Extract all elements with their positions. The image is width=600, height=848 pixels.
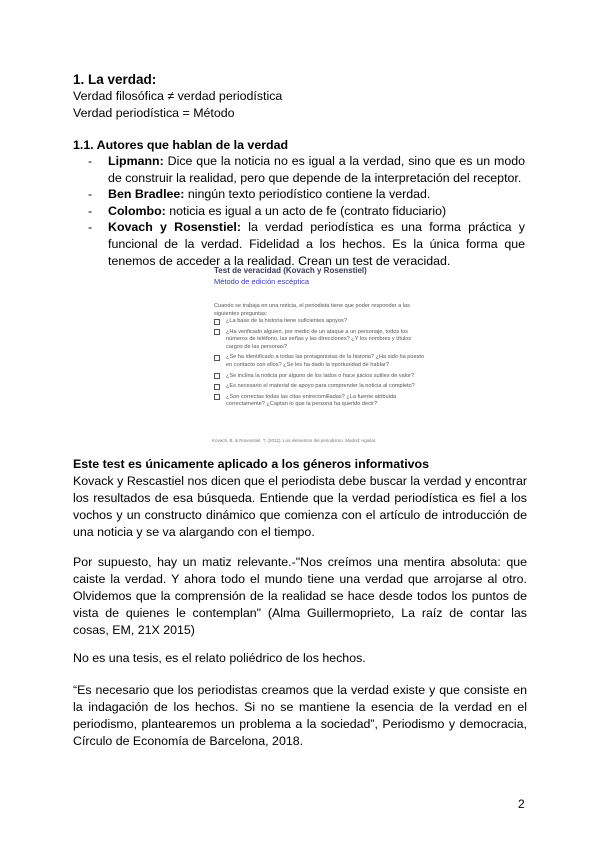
dash-bullet-icon: - bbox=[88, 154, 93, 168]
veracity-test-figure bbox=[210, 266, 430, 444]
checklist-item bbox=[214, 329, 428, 352]
figure-intro: Cuando se trabaja en una noticia, el periodista tiene que poder responder a las siguientes preguntas: bbox=[214, 303, 410, 317]
list-item bbox=[88, 186, 525, 203]
dash-bullet-icon: - bbox=[88, 203, 93, 218]
author-text: Dice que la noticia no es igual a la verdad, sino que es un modo de construir la realidad, pero que depende de la interpretación del receptor. bbox=[108, 154, 525, 185]
checkbox-icon bbox=[214, 394, 220, 400]
author-text: la verdad periodística es una forma práctica y funcional de la verdad. Fidelidad a los hechos. Es la única forma que tenemos de acceder a la realidad. Crean un test de veracidad. bbox=[108, 220, 525, 268]
dash-bullet-icon: - bbox=[88, 220, 93, 235]
paragraph: Por supuesto, hay un matiz relevante.-"Nos creímos una mentira absoluta: que caiste la verdad. Y ahora todo el mundo tiene una verdad que arrojarse al otro. Olvidemos que la comprensión de la realidad se hace desde todos los puntos de vista de quienes le contemplan" (Alma Guillermoprieto, La raíz de contar las cosas, EM, 21X 2015) bbox=[73, 555, 527, 637]
checkbox-icon bbox=[214, 319, 220, 325]
author-name: Kovach y Rosenstiel: bbox=[108, 220, 241, 235]
list-item bbox=[88, 203, 525, 220]
list-item bbox=[88, 153, 525, 186]
checklist-item bbox=[214, 383, 428, 391]
checklist-item bbox=[214, 318, 428, 326]
checklist-item-text: ¿Se ha identificado a todas las protagonistas de la historia? ¿Ha sido ha puesto en contacto con ellos? ¿Se les ha dado la oportunidad de hablar? bbox=[226, 354, 425, 368]
paragraph: No es una tesis, es el relato poliédrico de los hechos. bbox=[73, 651, 366, 665]
checkbox-icon bbox=[214, 373, 220, 379]
checkbox-icon bbox=[214, 384, 220, 390]
author-name: Ben Bradlee: bbox=[108, 187, 185, 202]
authors-list bbox=[88, 153, 525, 269]
checkbox-icon bbox=[214, 355, 220, 361]
paragraph: “Es necesario que los periodistas creamos que la verdad existe y que consiste en la indagación de los hechos. Si no se mantiene la esencia de la verdad en el periodismo, plantearemos un problema a la sociedad”, Periodismo y democracia, Círculo de Economía de Barcelona, 2018. bbox=[73, 683, 527, 748]
section-heading: 1. La verdad: bbox=[73, 72, 157, 87]
checklist-item bbox=[214, 373, 428, 381]
figure-checklist bbox=[214, 318, 428, 412]
truth-line-1: Verdad filosófica ≠ verdad periodística bbox=[73, 89, 283, 103]
list-item bbox=[88, 219, 525, 269]
dash-bullet-icon: - bbox=[88, 187, 93, 202]
checkbox-icon bbox=[214, 329, 220, 335]
figure-subtitle: Método de edición escéptica bbox=[214, 277, 310, 286]
checklist-item bbox=[214, 394, 428, 409]
subsection-heading: 1.1. Autores que hablan de la verdad bbox=[73, 138, 289, 152]
author-name: Lipmann: bbox=[108, 154, 164, 168]
checklist-item-text: ¿Es necesario el material de apoyo para comprender la noticia al completo? bbox=[226, 383, 415, 390]
checklist-item bbox=[214, 354, 428, 369]
checklist-item-text: ¿Se inclina la noticia por alguno de los lados o hace juicios sutiles de valor? bbox=[226, 372, 415, 379]
author-text: ningún texto periodístico contiene la verdad. bbox=[184, 187, 431, 202]
author-name: Colombo: bbox=[108, 203, 166, 218]
genre-heading: Este test es únicamente aplicado a los géneros informativos bbox=[73, 457, 430, 471]
checklist-item-text: ¿La base de la historia tiene suficientes apoyos? bbox=[226, 318, 347, 324]
truth-line-2: Verdad periodística = Método bbox=[73, 106, 235, 120]
checklist-item-text: ¿Ha verificado alguien, por medio de un ataque a un personaje, todos los números de teléfono, las señas y las direcciones? ¿Y los nombres y títulos cargos de las personas? bbox=[226, 328, 412, 350]
checklist-item-text: ¿Son correctas todas las citas entrecomilladas? ¿La fuente atribuida correctamente? ¿Captan lo que la persona ha querido decir? bbox=[226, 393, 397, 408]
figure-title: Test de veracidad (Kovach y Rosenstiel) bbox=[214, 266, 367, 275]
author-text: noticia es igual a un acto de fe (contrato fiduciario) bbox=[165, 203, 447, 218]
paragraph: Kovack y Rescastiel nos dicen que el periodista debe buscar la verdad y encontrar los resultados de esa búsqueda. Entiende que la verdad periodística es fiel a los vochos y un constructo dinámico que comienza con el artículo de introducción de una noticia y se va alargando con el tiempo. bbox=[73, 474, 527, 539]
figure-credit: Kovach, B. & Rosenstiel, T. (2012). Los elementos del periodismo. Madrid: Aguilar. bbox=[212, 438, 377, 443]
page-number: 2 bbox=[518, 797, 525, 811]
